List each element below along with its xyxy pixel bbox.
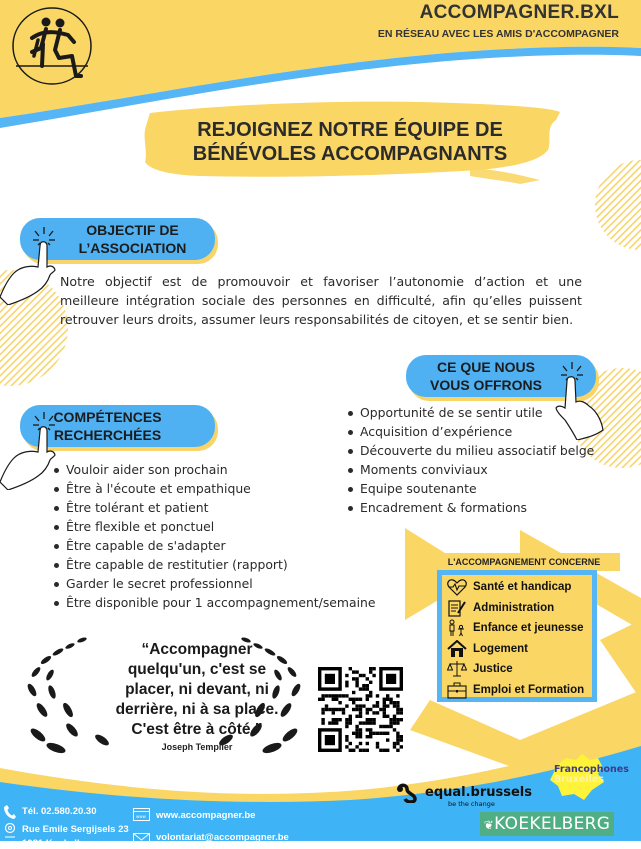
offre-item: Encadrement & formations — [346, 498, 594, 517]
footer-email[interactable]: volontariat@accompagner.be — [156, 832, 289, 843]
concerne-item — [446, 618, 592, 639]
page-title-line2: BÉNÉVOLES ACCOMPAGNANTS — [192, 143, 508, 165]
page-title — [150, 118, 550, 166]
competence-item: Être à l'écoute et empathique — [52, 479, 376, 498]
competence-item: Garder le secret professionnel — [52, 574, 376, 593]
partner-equal: equal.brussels — [425, 785, 533, 800]
competence-item: Être capable de restitutier (rapport) — [52, 555, 376, 574]
concerne-title: L'ACCOMPAGNEMENT CONCERNE — [428, 553, 620, 571]
briefcase-icon — [446, 681, 468, 699]
offre-item: Moments conviviaux — [346, 460, 594, 479]
quote-author: Joseph Templier — [161, 742, 233, 752]
concerne-item-label: Justice — [473, 663, 513, 676]
partner-equal-sub: be the change — [448, 800, 495, 808]
document-pen-icon — [446, 599, 468, 617]
equal-brussels-logo — [395, 783, 419, 807]
competence-item: Vouloir aider son prochain — [52, 460, 376, 479]
offre-item: Equipe soutenante — [346, 479, 594, 498]
partner-koekelberg-label: KOEKELBERG — [494, 814, 611, 834]
competences-heading-line1: COMPÉTENCES — [53, 409, 162, 425]
logo — [10, 4, 94, 92]
footer-address-line1: Rue Emile Sergijsels 23 — [22, 824, 129, 835]
house-icon — [446, 640, 468, 658]
competence-item: Être capable de s'adapter — [52, 536, 376, 555]
svg-text:www: www — [136, 814, 146, 819]
qr-code[interactable] — [318, 667, 403, 752]
concerne-item — [446, 680, 592, 701]
concerne-box — [437, 570, 597, 702]
competence-item: Être disponible pour 1 accompagnement/semaine — [52, 593, 376, 612]
offre-item: Acquisition d’expérience — [346, 422, 594, 441]
footer-website[interactable]: www.accompagner.be — [156, 810, 256, 821]
competences-list — [52, 460, 376, 612]
phone-icon — [4, 804, 16, 823]
location-pin-icon — [4, 823, 16, 843]
partner-franco-line1: Francophones — [554, 764, 629, 775]
mail-icon — [133, 830, 151, 849]
org-name: ACCOMPAGNER.BXL — [419, 2, 619, 23]
objectif-text: Notre objectif est de promouvoir et favoriser l’autonomie d’action et une meilleure intégration sociale des personnes en difficulté, afin qu’elles puissent retrouver leurs droits, assumer leurs responsabilités de citoyen, et se sentir bien. — [60, 274, 582, 327]
footer-address-line2: 1081 Koekelberg — [22, 838, 98, 849]
concerne-item — [446, 639, 592, 660]
pointing-hand-icon — [0, 410, 60, 494]
leaf-icon: ❦ — [483, 818, 495, 832]
concerne-item-label: Administration — [473, 601, 555, 614]
offre-item: Opportunité de se sentir utile — [346, 403, 594, 422]
concerne-item-label: Emploi et Formation — [473, 683, 585, 696]
quote-line: quelqu'un, c'est se — [127, 661, 267, 678]
quote-line: placer, ni devant, ni — [125, 681, 269, 698]
footprints-left-icon — [20, 630, 110, 755]
partner-francophones — [554, 765, 629, 785]
concerne-item-label: Logement — [473, 642, 528, 655]
quote-line: C'est être à côté.” — [131, 721, 263, 738]
quote — [112, 640, 282, 740]
pointing-hand-icon — [0, 225, 60, 309]
page-title-line1: REJOIGNEZ NOTRE ÉQUIPE DE — [197, 119, 503, 141]
scales-icon — [446, 660, 468, 678]
footer-phone[interactable]: Tél. 02.580.20.30 — [22, 806, 97, 817]
offre-list — [346, 403, 594, 517]
family-icon — [446, 619, 468, 637]
org-tagline: EN RÉSEAU AVEC LES AMIS D'ACCOMPAGNER — [377, 28, 619, 40]
objectif-heading-line1: OBJECTIF DE — [86, 222, 179, 238]
competence-item: Être tolérant et patient — [52, 498, 376, 517]
concerne-item — [446, 659, 592, 680]
partner-franco-line2: Bruxelles — [554, 774, 604, 785]
heart-pulse-icon — [446, 578, 468, 596]
competence-item: Être flexible et ponctuel — [52, 517, 376, 536]
offre-heading-line2: VOUS OFFRONS — [429, 377, 542, 393]
partner-koekelberg — [480, 812, 614, 836]
web-browser-icon — [133, 808, 151, 827]
competences-heading-line2: RECHERCHÉES — [53, 427, 162, 443]
quote-line: “Accompagner — [141, 641, 253, 658]
quote-line: derrière, ni à sa place. — [115, 701, 279, 718]
concerne-item-label: Santé et handicap — [473, 581, 572, 594]
offre-heading-line1: CE QUE NOUS — [436, 359, 535, 375]
concerne-item — [446, 598, 592, 619]
offre-item: Découverte du milieu associatif belge — [346, 441, 594, 460]
concerne-item-label: Enfance et jeunesse — [473, 622, 584, 635]
concerne-item — [446, 577, 592, 598]
objectif-heading-line2: L’ASSOCIATION — [78, 240, 187, 256]
